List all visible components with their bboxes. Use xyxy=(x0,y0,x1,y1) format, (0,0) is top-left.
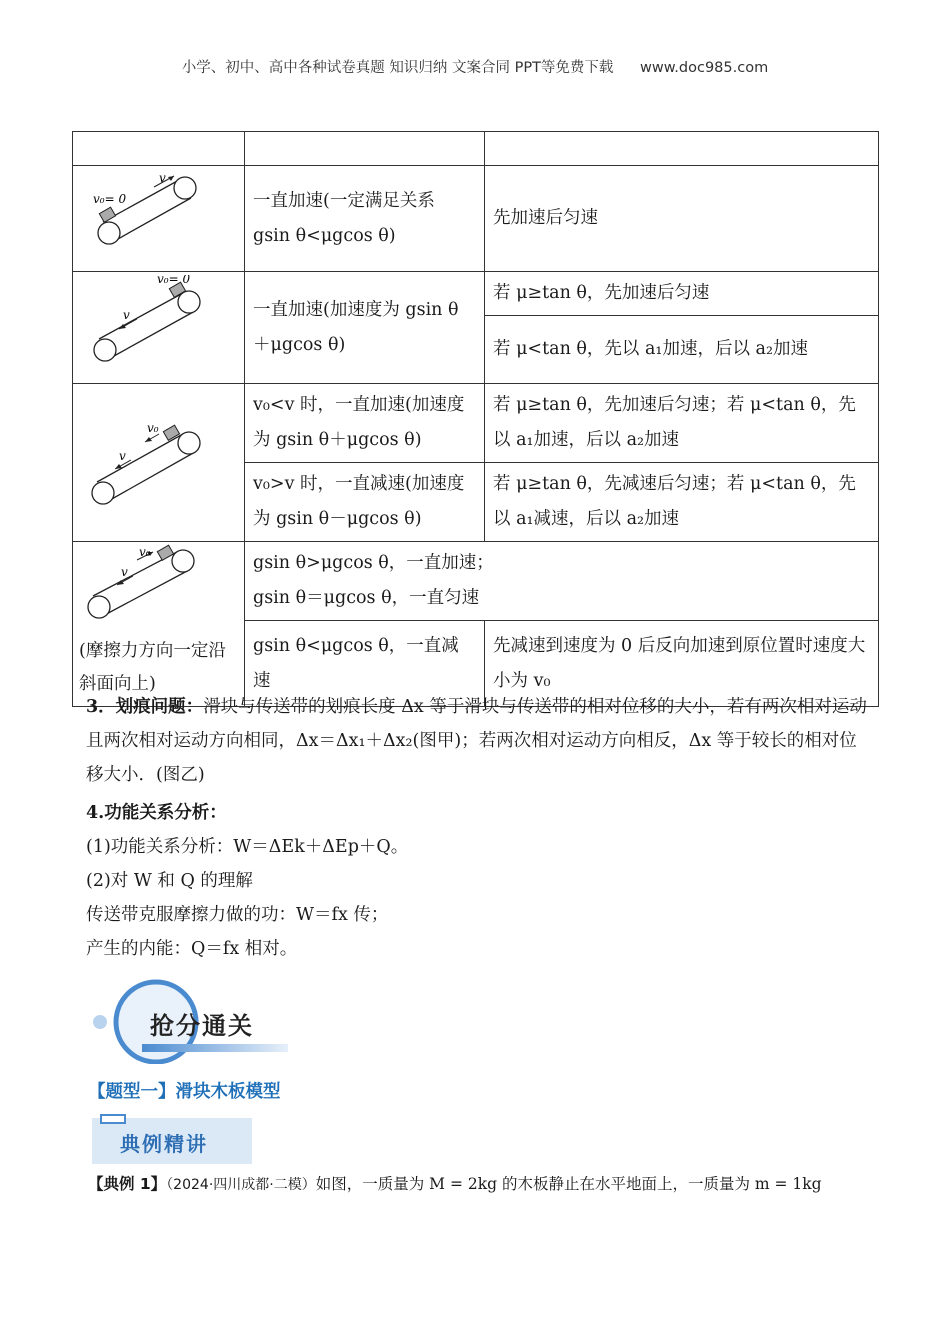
diagram-cell xyxy=(73,166,245,272)
motion-desc-line: gsin θ＝μgcos θ，一直匀速 xyxy=(253,588,480,608)
example-box-label: 典例精讲 xyxy=(120,1132,208,1156)
motion-desc-line: gsin θ>μgcos θ，一直加速； xyxy=(253,553,494,573)
page-banner xyxy=(0,56,950,77)
section-text: 滑块与传送带的划痕长度 Δx 等于滑块与传送带的相对位移的大小，若有两次相对运动且两次相对运动方向相同，Δx＝Δx₁＋Δx₂(图甲)；若两次相对运动方向相反，Δx 等于较长的相对位移大小．(图乙) xyxy=(86,697,867,785)
label-v0: v₀ xyxy=(138,545,151,559)
section-heading: 4.功能关系分析： xyxy=(86,803,227,823)
table-row xyxy=(73,542,879,621)
label-v0: v₀ xyxy=(146,421,159,435)
motion-result: 若 μ<tan θ，先以 a₁加速，后以 a₂加速 xyxy=(485,316,879,384)
header-cell xyxy=(245,132,485,166)
conveyor-table xyxy=(72,131,879,707)
diagram-cell xyxy=(73,384,245,542)
example-text: 如图，一质量为 M = 2kg 的木板静止在水平地面上，一质量为 m = 1kg xyxy=(315,1175,822,1193)
table-header-row xyxy=(73,132,879,166)
example-box-tab xyxy=(100,1114,126,1124)
belt-up-v0-diagram xyxy=(79,544,239,622)
section-scratch xyxy=(86,690,868,792)
example-source: （2024·四川成都·二模） xyxy=(166,1177,316,1193)
label-v: v xyxy=(118,449,126,463)
section-energy xyxy=(86,796,868,966)
label-v0: v₀= 0 xyxy=(92,192,126,206)
motion-result: 若 μ≥tan θ，先加速后匀速 xyxy=(485,272,879,316)
header-cell xyxy=(73,132,245,166)
type-heading: 【题型一】滑块木板模型 xyxy=(88,1082,281,1102)
table-row xyxy=(73,166,879,272)
diagram-cell xyxy=(73,272,245,384)
motion-desc: v₀>v 时，一直减速(加速度为 gsin θ－μgcos θ) xyxy=(245,463,485,542)
table-row xyxy=(73,384,879,463)
banner-text: 小学、初中、高中各种试卷真题 知识归纳 文案合同 PPT等免费下载 xyxy=(181,60,614,76)
example-1 xyxy=(88,1172,878,1197)
label-v0: v₀= 0 xyxy=(156,275,190,286)
motion-desc: v₀<v 时，一直加速(加速度为 gsin θ＋μgcos θ) xyxy=(245,384,485,463)
section-line: (1)功能关系分析：W＝ΔEk＋ΔEp＋Q。 xyxy=(86,837,409,857)
section-line: 传送带克服摩擦力做的功：W＝fx 传； xyxy=(86,905,389,925)
banner-url[interactable]: www.doc985.com xyxy=(640,60,769,76)
motion-result: 若 μ≥tan θ，先加速后匀速；若 μ<tan θ，先以 a₁加速，后以 a₂加速 xyxy=(485,384,879,463)
belt-up-diagram xyxy=(79,168,239,256)
badge-title: 抢分通关 xyxy=(150,1012,254,1040)
label-v: v xyxy=(122,308,130,322)
friction-note: (摩擦力方向一定沿斜面向上) xyxy=(79,641,226,694)
header-cell xyxy=(485,132,879,166)
motion-result: 先加速后匀速 xyxy=(485,166,879,272)
motion-desc xyxy=(245,542,879,621)
belt-down-diagram xyxy=(79,275,239,367)
label-v: v xyxy=(158,171,166,185)
motion-desc: 一直加速(加速度为 gsin θ＋μgcos θ) xyxy=(245,272,485,384)
belt-down-v0-diagram xyxy=(79,402,239,510)
example-tag: 【典例 1】 xyxy=(88,1175,167,1193)
table-row xyxy=(73,272,879,316)
section-heading: 3．划痕问题： xyxy=(86,697,204,717)
motion-desc: 一直加速(一定满足关系 gsin θ<μgcos θ) xyxy=(245,166,485,272)
label-v: v xyxy=(120,565,128,579)
section-line: 产生的内能：Q＝fx 相对。 xyxy=(86,939,298,959)
motion-desc: gsin θ<μgcos θ，一直减速 xyxy=(245,621,485,707)
section-line: (2)对 W 和 Q 的理解 xyxy=(86,871,253,891)
motion-result: 先减速到速度为 0 后反向加速到原位置时速度大小为 v₀ xyxy=(485,621,879,707)
motion-result: 若 μ≥tan θ，先减速后匀速；若 μ<tan θ，先以 a₁减速，后以 a₂加速 xyxy=(485,463,879,542)
diagram-cell xyxy=(73,542,245,707)
